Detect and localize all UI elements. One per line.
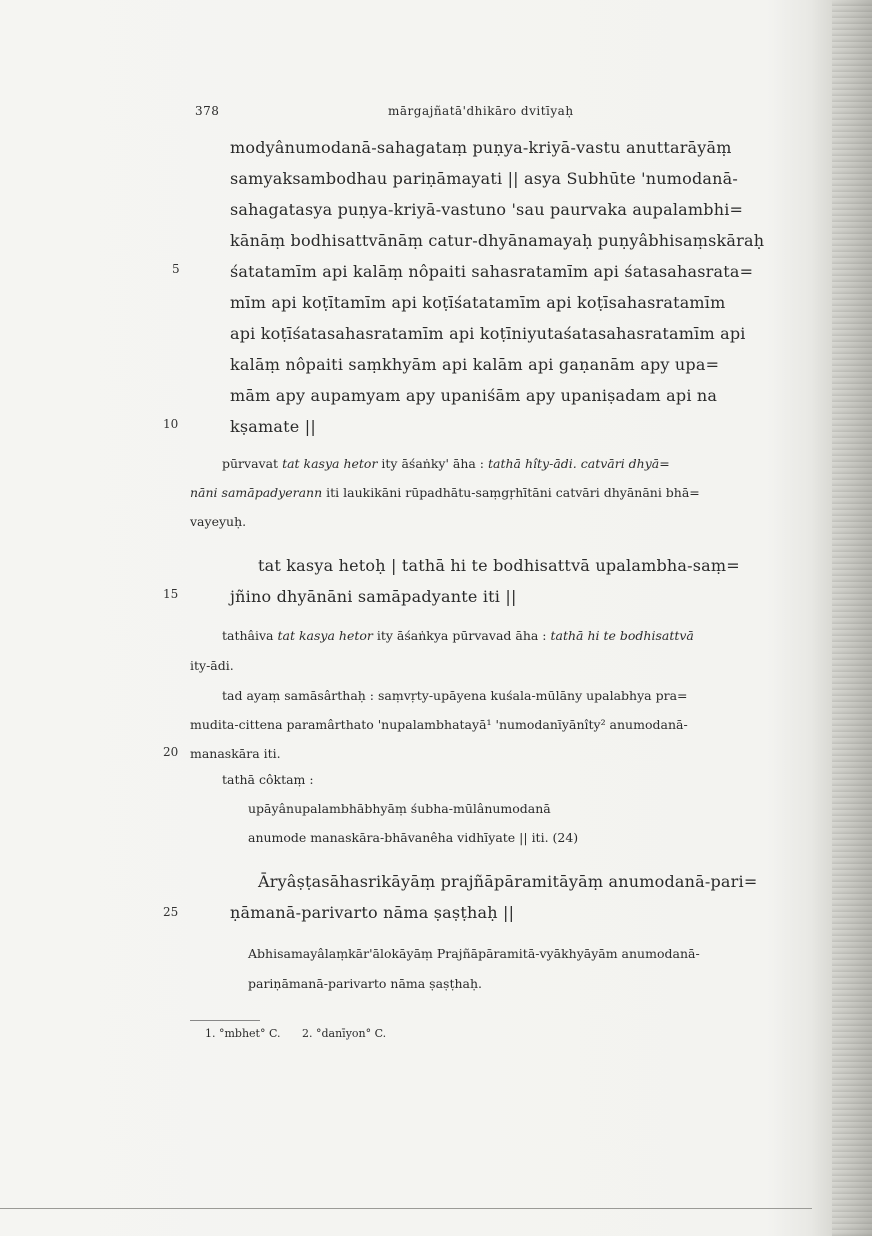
commentary-line: tathâiva tat kasya hetor ity āśaṅkya pūrvavad āha : tathā hi te bodhisattvā xyxy=(222,628,694,643)
line-number-5: 5 xyxy=(172,262,180,276)
sutra-line: api koṭīśatasahasratamīm api koṭīniyutaśatasahasratamīm api xyxy=(230,324,746,343)
commentary-line: mudita-cittena paramârthato 'nupalambhatayā¹ 'numodanīyānîty² anumodanā- xyxy=(190,717,688,732)
footnote: 2. °danīyon° C. xyxy=(302,1027,387,1040)
verse-line: upāyânupalambhābhyāṃ śubha-mūlânumodanā xyxy=(248,801,551,816)
colophon-line: Abhisamayâlaṃkār'ālokāyāṃ Prajñāpāramitā-vyākhyāyām anumodanā- xyxy=(248,946,700,961)
sutra-line: sahagatasya puṇya-kriyā-vastuno 'sau paurvaka aupalambhi= xyxy=(230,200,744,219)
sutra-line: kānāṃ bodhisattvānāṃ catur-dhyānamayaḥ puṇyâbhisaṃskāraḥ xyxy=(230,231,765,250)
page-edge-shadow xyxy=(832,0,872,1236)
commentary-line: ity-ādi. xyxy=(190,658,234,673)
line-number-10: 10 xyxy=(163,417,179,431)
sutra-line: mīm api koṭītamīm api koṭīśatatamīm api koṭīsahasratamīm xyxy=(230,293,726,312)
colophon-line: pariṇāmanā-parivarto nāma ṣaṣṭhaḥ. xyxy=(248,976,483,991)
commentary-line: tad ayaṃ samāsârthaḥ : saṃvṛty-upāyena kuśala-mūlāny upalabhya pra= xyxy=(222,688,688,703)
sutra-line: kṣamate || xyxy=(230,417,316,436)
commentary-line: vayeyuḥ. xyxy=(190,514,247,529)
commentary-line: pūrvavat tat kasya hetor ity āśaṅky' āha : tathā hîty-ādi. catvāri dhyā= xyxy=(222,456,670,471)
sutra-line: samyaksambodhau pariṇāmayati || asya Subhūte 'numodanā- xyxy=(230,169,739,188)
line-number-25: 25 xyxy=(163,905,179,919)
line-number-20: 20 xyxy=(163,745,179,759)
running-head: mārgajñatā'dhikāro dvitīyaḥ xyxy=(388,104,574,118)
sutra-line: tat kasya hetoḥ | tathā hi te bodhisattvā upalambha-saṃ= xyxy=(258,556,740,575)
sutra-line: jñino dhyānāni samāpadyante iti || xyxy=(230,587,517,606)
sutra-line: mām apy aupamyam apy upaniśām apy upaniṣadam api na xyxy=(230,386,718,405)
commentary-line: tathā côktaṃ : xyxy=(222,772,314,787)
sutra-line: śatatamīm api kalāṃ nôpaiti sahasratamīm api śatasahasrata= xyxy=(230,262,754,281)
colophon-line: Āryâṣṭasāhasrikāyāṃ prajñāpāramitāyāṃ anumodanā-pari= xyxy=(258,872,758,891)
footnote: 1. °mbhet° C. xyxy=(205,1027,281,1040)
line-number-15: 15 xyxy=(163,587,179,601)
commentary-line: manaskāra iti. xyxy=(190,746,281,761)
footnote-rule xyxy=(190,1020,260,1021)
commentary-line: nāni samāpadyerann iti laukikāni rūpadhātu-saṃgṛhītāni catvāri dhyānāni bhā= xyxy=(190,485,700,500)
page-number: 378 xyxy=(195,104,220,118)
verse-line: anumode manaskāra-bhāvanêha vidhīyate || iti. (24) xyxy=(248,830,579,845)
bottom-edge-line xyxy=(0,1208,812,1209)
sutra-line: kalāṃ nôpaiti saṃkhyām api kalām api gaṇanām apy upa= xyxy=(230,355,720,374)
colophon-line: ṇāmanā-parivarto nāma ṣaṣṭhaḥ || xyxy=(230,903,515,922)
sutra-line: modyânumodanā-sahagataṃ puṇya-kriyā-vastu anuttarāyāṃ xyxy=(230,138,732,157)
